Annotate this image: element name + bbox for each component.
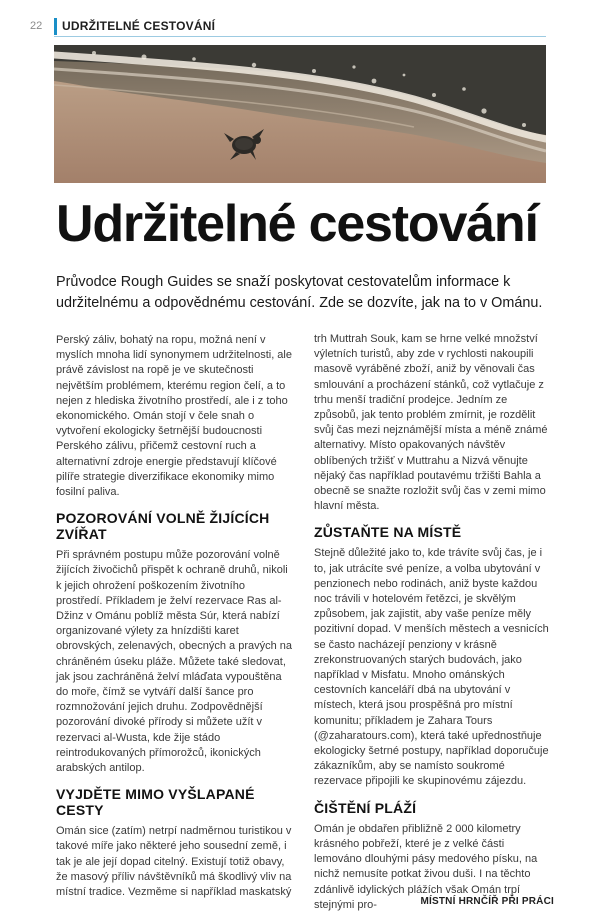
page-number: 22 <box>30 20 43 32</box>
heading-stay-local: ZŮSTAŇTE NA MÍSTĚ <box>314 524 462 541</box>
hero-photo-beach-turtle <box>54 45 546 183</box>
stay-local-paragraph: Stejně důležité jako to, kde trávíte svůj čas, je i to, jak utrácíte své peníze, a volba ubytování v penzionech nebo rodinách, aniž byste každou noc trávili v hotelovém řetězci, je skvělým způsobem, jak zajistit, aby vaše peníze měly pozitivní dopad. V menších městech a vesnicích se často nacházejí penziony v krásně zrekonstruovaných starých budovách, jako například v Misfatu. Mnoho ománských cestovních kanceláří dbá na ubytování v místech, která jsou prospěšná pro místní komunitu; příkladem je Zahara Tours (@zaharatours.com), která také upřednostňuje ekologicky šetrné postupy, například doporučuje zákazníkům, aby se namísto soukromé rezervace připojili ke skupinovému zájezdu. <box>314 547 549 788</box>
photo-caption-footer: MÍSTNÍ HRNČÍŘ PŘI PRÁCI <box>420 896 554 907</box>
lead-paragraph: Průvodce Rough Guides se snaží poskytovat cestovatelům informace k udržitelnému a odpovědnému cestování. Zde se dozvíte, jak na to v Ománu. <box>56 274 543 311</box>
running-head <box>0 16 600 38</box>
section-accent-bar <box>54 18 57 35</box>
page-title: Udržitelné cestování <box>56 195 538 253</box>
running-section-title: UDRŽITELNÉ CESTOVÁNÍ <box>62 19 216 33</box>
intro-paragraph: Perský záliv, bohatý na ropu, možná není v myslích mnoha lidí synonymem udržitelnosti, ale právě závislost na ropě je ve skutečnosti největším problémem, kterému region čelí, a to nejen z hlediska životního prostředí, ale i z toho ekonomického. Omán stojí v čele snah o vytvoření ekologicky šetrnější budoucnosti Perského zálivu, přičemž cestovní ruch a alternativní zdroje energie představují klíčové pilíře strategie diverzifikace ekonomiky mimo fosilní paliva. <box>56 334 292 499</box>
wildlife-paragraph: Při správném postupu může pozorování volně žijících živočichů přispět k ochraně druhů, nikoli k jejich ohrožení poškozením životního prostředí. Příkladem je želví rezervace Ras al-Džinz v Ománu poblíž města Súr, která nabízí organizované výlety za hnízdišti karet obrovských, zelenavých, obecných a pravých na chráněném úseku pláže. Můžete také sledovat, jak jsou zachráněná želví mláďata vypouštěna do moře, čímž se vytváří další šance pro rozmnožování jejich druhu. Zodpovědnější pozorování divoké přírody si můžete užít v rezervaci al-Wusta, kde žije stádo reintrodukovaných přímorožců, ikonických arabských antilop. <box>56 549 293 775</box>
beach-illustration <box>54 45 546 183</box>
heading-beach-cleaning: ČIŠTĚNÍ PLÁŽÍ <box>314 799 417 816</box>
heading-wildlife-watching: POZOROVÁNÍ VOLNĚ ŽIJÍCÍCH ZVÍŘAT <box>56 510 270 543</box>
beach-cleaning-paragraph: Omán je obdařen přibližně 2 000 kilometry krásného pobřeží, které je z velké části lemováno dlouhými pásy medového písku, na nichž nemusíte potkat živou duši. I na těchto zdánlivě idylických plážích však Omán trpí stejnými pro- <box>314 822 538 911</box>
continuation-paragraph: trh Muttrah Souk, kam se hrne velké množství výletních turistů, aby zde v rychlosti nakoupili masově vyráběné zboží, aniž by věnovali čas smlouvání a procházení stánků, což vytlačuje z trhu menší tradiční prodejce. Jedním ze způsobů, jak tento problém zmírnit, je rozdělit svůj čas mezi nejznámější místa a méně známé alternativy. Místo opakovaných návštěv oblíbených tržišť v Muttrahu a Nizvá věnujte nějaký čas například poutavému tržišti Bahla a obecně se snažte rozložit svůj čas v zemi mimo hlavní města. <box>314 333 548 513</box>
off-beaten-path-paragraph: Omán sice (zatím) netrpí nadměrnou turistikou v takové míře jako některé jeho sousední země, i tak je ale její dopad citelný. Existují totiž obavy, že masový příliv návštěvníků má škodlivý vliv na místní tradice. Vezměme si například maskatský <box>56 825 292 899</box>
heading-off-beaten-path: VYJDĚTE MIMO VYŠLAPANÉ CESTY <box>56 786 255 819</box>
right-column <box>314 332 554 923</box>
header-rule <box>54 36 546 37</box>
left-column <box>56 333 294 910</box>
